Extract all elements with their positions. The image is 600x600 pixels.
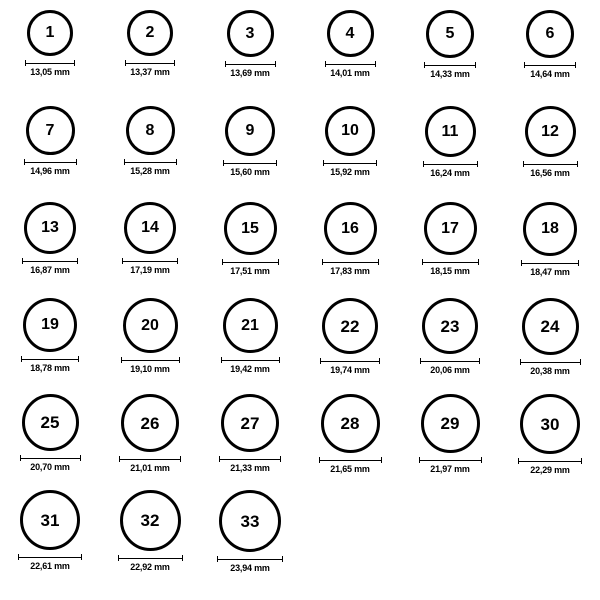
ring-circle <box>121 394 179 452</box>
measure-line <box>119 459 181 460</box>
ring-size-cell <box>300 202 400 298</box>
ring-diameter-label: 15,92 mm <box>330 167 370 177</box>
measure-line <box>225 64 276 65</box>
measure-caliper-icon <box>323 160 377 166</box>
ring-diameter-label: 20,38 mm <box>530 366 570 376</box>
ring-diameter-label: 18,78 mm <box>30 363 70 373</box>
ring-size-cell <box>200 10 300 106</box>
ring-circle <box>523 202 577 256</box>
measure-caliper-icon <box>217 556 283 562</box>
ring-diameter-label: 22,61 mm <box>30 561 70 571</box>
ring-measure <box>322 259 379 277</box>
ring-measure <box>118 555 183 573</box>
measure-caliper-icon <box>18 554 82 560</box>
ring-measure <box>121 357 180 375</box>
ring-size-number: 27 <box>240 413 260 433</box>
ring-size-number: 19 <box>41 316 59 333</box>
ring-circle <box>322 298 378 354</box>
ring-size-cell <box>400 106 500 202</box>
measure-line <box>419 460 482 461</box>
ring-size-number: 12 <box>541 122 559 140</box>
measure-line <box>221 360 280 361</box>
ring-measure <box>122 258 178 276</box>
ring-size-cell <box>100 490 200 586</box>
ring-circle <box>422 298 478 354</box>
ring-circle <box>421 394 480 453</box>
ring-size-number: 8 <box>145 121 155 139</box>
ring-circle <box>23 298 77 352</box>
ring-size-number: 5 <box>445 25 455 42</box>
ring-measure <box>423 161 478 179</box>
measure-line <box>24 162 77 163</box>
ring-size-number: 32 <box>140 511 160 530</box>
ring-size-cell <box>500 298 600 394</box>
measure-line <box>420 361 480 362</box>
ring-circle <box>24 202 76 254</box>
ring-circle <box>225 106 275 156</box>
ring-circle <box>321 394 380 453</box>
ring-measure <box>22 258 78 276</box>
ring-size-cell <box>0 202 100 298</box>
measure-line <box>22 261 78 262</box>
ring-size-cell <box>200 298 300 394</box>
measure-caliper-icon <box>520 359 581 365</box>
ring-diameter-label: 16,56 mm <box>530 168 570 178</box>
ring-size-number: 7 <box>45 121 55 139</box>
measure-caliper-icon <box>21 356 79 362</box>
ring-circle <box>522 298 579 355</box>
ring-size-number: 17 <box>441 219 459 237</box>
ring-circle <box>221 394 279 452</box>
measure-caliper-icon <box>125 60 175 66</box>
measure-line <box>524 65 576 66</box>
ring-diameter-label: 18,47 mm <box>530 267 570 277</box>
measure-line <box>422 262 479 263</box>
ring-size-number: 23 <box>440 316 460 336</box>
ring-measure <box>219 456 281 474</box>
ring-circle <box>324 202 377 255</box>
ring-measure <box>325 61 376 79</box>
ring-diameter-label: 16,24 mm <box>430 168 470 178</box>
measure-caliper-icon <box>119 456 181 462</box>
measure-line <box>121 360 180 361</box>
ring-size-cell <box>0 298 100 394</box>
ring-circle <box>219 490 281 552</box>
ring-size-number: 4 <box>345 24 355 42</box>
ring-size-number: 31 <box>40 510 60 530</box>
ring-size-cell <box>0 106 100 202</box>
ring-diameter-label: 23,94 mm <box>230 563 270 573</box>
ring-measure <box>225 61 276 79</box>
measure-line <box>219 459 281 460</box>
ring-size-cell <box>200 106 300 202</box>
ring-measure <box>320 358 380 376</box>
ring-measure <box>18 554 82 572</box>
ring-diameter-label: 20,70 mm <box>30 462 70 472</box>
ring-measure <box>21 356 79 374</box>
ring-diameter-label: 20,06 mm <box>430 365 470 375</box>
measure-caliper-icon <box>118 555 183 561</box>
ring-measure <box>25 60 75 78</box>
ring-circle <box>526 10 574 58</box>
ring-diameter-label: 14,01 mm <box>330 68 370 78</box>
ring-diameter-label: 21,65 mm <box>330 464 370 474</box>
measure-line <box>217 559 283 560</box>
ring-size-number: 10 <box>341 122 359 139</box>
ring-measure <box>323 160 377 178</box>
ring-circle <box>425 106 476 157</box>
ring-measure <box>424 62 476 80</box>
ring-diameter-label: 13,69 mm <box>230 68 270 78</box>
ring-diameter-label: 18,15 mm <box>430 266 470 276</box>
ring-size-number: 29 <box>440 414 460 433</box>
ring-circle <box>22 394 79 451</box>
measure-line <box>125 63 175 64</box>
measure-caliper-icon <box>524 62 576 68</box>
measure-line <box>118 558 183 559</box>
ring-measure <box>422 259 479 277</box>
ring-circle <box>127 10 173 56</box>
ring-size-cell <box>300 394 400 490</box>
measure-line <box>325 64 376 65</box>
ring-measure <box>222 259 279 277</box>
ring-size-cell <box>300 106 400 202</box>
ring-size-number: 26 <box>140 413 160 433</box>
ring-measure <box>523 161 578 179</box>
ring-circle <box>26 106 75 155</box>
ring-diameter-label: 17,51 mm <box>230 266 270 276</box>
ring-circle <box>123 298 178 353</box>
ring-size-number: 6 <box>545 25 555 42</box>
ring-size-cell <box>400 394 500 490</box>
ring-size-number: 18 <box>541 220 559 237</box>
measure-caliper-icon <box>121 357 180 363</box>
ring-diameter-label: 21,33 mm <box>230 463 270 473</box>
ring-diameter-label: 22,92 mm <box>130 562 170 572</box>
measure-caliper-icon <box>22 258 78 264</box>
ring-diameter-label: 21,01 mm <box>130 463 170 473</box>
ring-measure <box>419 457 482 475</box>
measure-line <box>424 65 476 66</box>
ring-size-cell <box>100 106 200 202</box>
ring-size-cell <box>400 298 500 394</box>
ring-size-number: 16 <box>341 219 359 237</box>
ring-diameter-label: 13,37 mm <box>130 67 170 77</box>
measure-caliper-icon <box>420 358 480 364</box>
ring-measure <box>524 62 576 80</box>
ring-size-cell <box>500 106 600 202</box>
ring-size-number: 33 <box>240 511 260 531</box>
ring-circle <box>223 298 278 353</box>
measure-caliper-icon <box>518 458 582 464</box>
ring-diameter-label: 19,10 mm <box>130 364 170 374</box>
ring-circle <box>325 106 375 156</box>
ring-size-number: 24 <box>540 317 560 336</box>
measure-line <box>322 262 379 263</box>
measure-line <box>122 261 178 262</box>
ring-size-cell <box>400 202 500 298</box>
ring-diameter-label: 14,64 mm <box>530 69 570 79</box>
ring-size-cell <box>200 394 300 490</box>
measure-caliper-icon <box>25 60 75 66</box>
measure-line <box>25 63 75 64</box>
ring-size-number: 3 <box>245 24 255 42</box>
ring-size-cell <box>300 10 400 106</box>
measure-caliper-icon <box>325 61 376 67</box>
ring-size-number: 11 <box>441 122 459 140</box>
ring-circle <box>424 202 477 255</box>
ring-size-number: 1 <box>45 24 55 41</box>
ring-size-number: 13 <box>41 219 59 236</box>
ring-size-cell <box>200 490 300 586</box>
ring-size-cell <box>0 394 100 490</box>
ring-circle <box>224 202 277 255</box>
measure-line <box>520 362 581 363</box>
ring-diameter-label: 17,83 mm <box>330 266 370 276</box>
ring-size-number: 9 <box>245 122 255 139</box>
ring-size-cell <box>0 490 100 586</box>
measure-caliper-icon <box>523 161 578 167</box>
ring-size-cell <box>500 10 600 106</box>
measure-caliper-icon <box>222 259 279 265</box>
ring-size-number: 20 <box>141 316 159 334</box>
measure-caliper-icon <box>422 259 479 265</box>
measure-caliper-icon <box>424 62 476 68</box>
measure-line <box>521 263 579 264</box>
measure-caliper-icon <box>423 161 478 167</box>
ring-circle <box>227 10 274 57</box>
ring-diameter-label: 14,96 mm <box>30 166 70 176</box>
ring-size-cell <box>400 10 500 106</box>
ring-circle <box>525 106 576 157</box>
ring-diameter-label: 19,42 mm <box>230 364 270 374</box>
measure-line <box>320 361 380 362</box>
ring-circle <box>20 490 80 550</box>
measure-line <box>223 163 277 164</box>
ring-measure <box>420 358 480 376</box>
ring-circle <box>426 10 474 58</box>
ring-circle <box>520 394 580 454</box>
ring-diameter-label: 22,29 mm <box>530 465 570 475</box>
ring-measure <box>217 556 283 574</box>
ring-size-cell <box>100 10 200 106</box>
measure-line <box>423 164 478 165</box>
ring-size-number: 22 <box>340 316 360 336</box>
ring-diameter-label: 19,74 mm <box>330 365 370 375</box>
ring-measure <box>521 260 579 278</box>
ring-size-cell <box>100 298 200 394</box>
ring-diameter-label: 17,19 mm <box>130 265 170 275</box>
measure-line <box>523 164 578 165</box>
measure-caliper-icon <box>419 457 482 463</box>
measure-caliper-icon <box>124 159 177 165</box>
ring-measure <box>520 359 581 377</box>
measure-line <box>124 162 177 163</box>
ring-circle <box>126 106 175 155</box>
ring-diameter-label: 16,87 mm <box>30 265 70 275</box>
measure-line <box>20 458 81 459</box>
measure-caliper-icon <box>221 357 280 363</box>
measure-caliper-icon <box>223 160 277 166</box>
ring-circle <box>120 490 181 551</box>
ring-size-number: 30 <box>540 414 560 434</box>
measure-line <box>518 461 582 462</box>
ring-measure <box>223 160 277 178</box>
ring-size-cell <box>500 202 600 298</box>
ring-size-cell <box>100 394 200 490</box>
measure-caliper-icon <box>122 258 178 264</box>
ring-measure <box>221 357 280 375</box>
ring-size-cell <box>300 298 400 394</box>
ring-size-number: 25 <box>40 413 60 432</box>
measure-caliper-icon <box>219 456 281 462</box>
ring-size-cell <box>0 10 100 106</box>
ring-diameter-label: 13,05 mm <box>30 67 70 77</box>
ring-size-cell <box>500 394 600 490</box>
ring-size-number: 28 <box>340 414 360 433</box>
measure-caliper-icon <box>320 358 380 364</box>
measure-line <box>222 262 279 263</box>
measure-line <box>319 460 382 461</box>
ring-size-number: 21 <box>241 316 259 334</box>
measure-line <box>21 359 79 360</box>
ring-diameter-label: 21,97 mm <box>430 464 470 474</box>
ring-measure <box>20 455 81 473</box>
ring-size-cell <box>200 202 300 298</box>
ring-size-cell <box>100 202 200 298</box>
ring-measure <box>125 60 175 78</box>
ring-size-number: 14 <box>141 219 159 236</box>
measure-caliper-icon <box>319 457 382 463</box>
ring-measure <box>319 457 382 475</box>
measure-line <box>18 557 82 558</box>
ring-size-number: 15 <box>241 219 259 237</box>
measure-caliper-icon <box>322 259 379 265</box>
ring-diameter-label: 15,28 mm <box>130 166 170 176</box>
ring-measure <box>518 458 582 476</box>
ring-measure <box>124 159 177 177</box>
ring-circle <box>27 10 73 56</box>
measure-caliper-icon <box>225 61 276 67</box>
ring-circle <box>327 10 374 57</box>
ring-size-number: 2 <box>145 24 155 41</box>
measure-caliper-icon <box>20 455 81 461</box>
measure-caliper-icon <box>521 260 579 266</box>
ring-diameter-label: 15,60 mm <box>230 167 270 177</box>
ring-diameter-label: 14,33 mm <box>430 69 470 79</box>
measure-caliper-icon <box>24 159 77 165</box>
measure-line <box>323 163 377 164</box>
ring-measure <box>119 456 181 474</box>
ring-measure <box>24 159 77 177</box>
ring-circle <box>124 202 176 254</box>
